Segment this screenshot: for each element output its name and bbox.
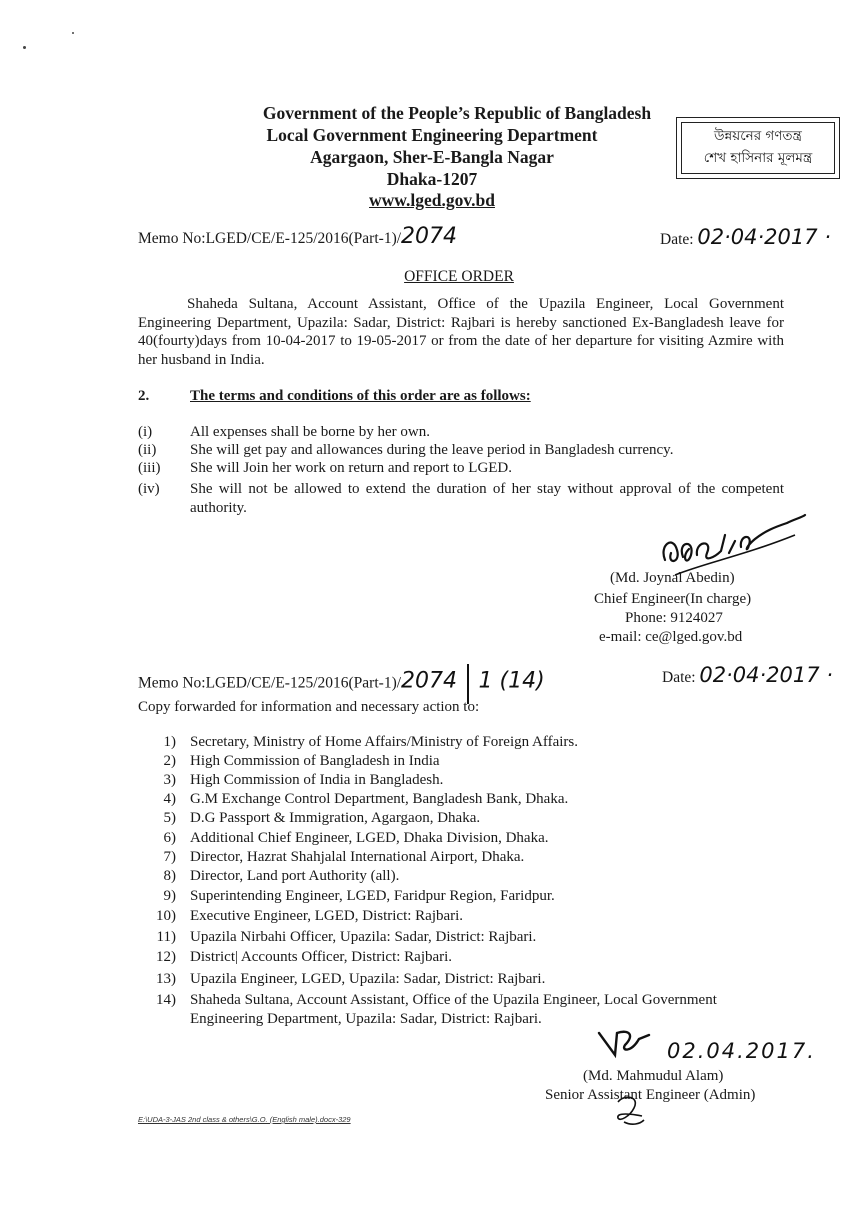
copy-item-number: 14) — [156, 992, 176, 1008]
copy-item-number: 13) — [156, 971, 176, 987]
header-govt: Government of the People’s Republic of Bangladesh — [262, 103, 652, 123]
copy-item-number: 1) — [163, 734, 176, 750]
date-label: Date: — [660, 231, 694, 248]
copy-item-text: Director, Hazrat Shahjalal International Airport, Dhaka. — [190, 849, 525, 865]
term-text: All expenses shall be borne by her own. — [190, 424, 430, 440]
memo-2-prefix: Memo No:LGED/CE/E-125/2016(Part-1)/ — [138, 674, 402, 692]
copy-item-text: Executive Engineer, LGED, District: Rajbari. — [190, 908, 464, 924]
office-order-title: OFFICE ORDER — [404, 268, 514, 285]
section-number: 2. — [138, 388, 150, 404]
copy-item-number: 11) — [156, 929, 176, 945]
section-heading: The terms and conditions of this order are as follows: — [190, 388, 531, 404]
signatory-1-name: (Md. Joynal Abedin) — [610, 570, 735, 586]
copy-item-number: 4) — [163, 791, 176, 807]
slogan-line-2: শেখ হাসিনার মূলমন্ত্র — [703, 150, 813, 166]
order-paragraph: Shaheda Sultana, Account Assistant, Office of the Upazila Engineer, Local Government Engineering Department, Upazila: Sadar, District: Rajbari is hereby sanctioned Ex-Bangladesh leave for 40(fourty)days from 10-04-2017 to 19-05-2017 or from the date of her departure for visiting Azmire with her husband in India. — [138, 296, 784, 368]
header-website[interactable]: www.lged.gov.bd — [369, 190, 495, 210]
slogan-inner — [681, 122, 835, 174]
date-2-handwritten: 02·04·2017 · — [699, 663, 833, 687]
signatory-1-title: Chief Engineer(In charge) — [594, 591, 752, 607]
copy-item-number: 9) — [163, 888, 176, 904]
memo-2-sub-handwritten: 1 (14) — [478, 668, 545, 694]
copy-item-text: High Commission of India in Bangladesh. — [190, 772, 444, 788]
initial-scribble-icon — [610, 1092, 650, 1128]
copy-item-text: High Commission of Bangladesh in India — [190, 753, 440, 769]
term-text: She will not be allowed to extend the duration of her stay without approval of the competent authority. — [190, 481, 784, 516]
copy-item-text: Superintending Engineer, LGED, Faridpur Region, Faridpur. — [190, 888, 555, 904]
copy-item-text: District| Accounts Officer, District: Rajbari. — [190, 949, 453, 965]
speck-mark — [23, 46, 26, 49]
copy-item-number: 6) — [163, 830, 176, 846]
footer-file-path: E:\UDA-3-JAS 2nd class & others\G.O. (English male).docx-329 — [138, 1115, 351, 1124]
header-city: Dhaka-1207 — [386, 169, 478, 189]
slogan-box — [676, 117, 840, 179]
copy-item-text: Upazila Engineer, LGED, Upazila: Sadar, District: Rajbari. — [190, 971, 546, 987]
term-number: (ii) — [138, 442, 157, 458]
header-address: Agargaon, Sher-E-Bangla Nagar — [310, 147, 554, 167]
initials-scribble-icon — [595, 1025, 655, 1065]
signatory-2-title: Senior Assistant Engineer (Admin) — [545, 1087, 756, 1103]
slogan-line-1: উন্নয়নের গণতন্ত্র — [714, 128, 802, 144]
memo-date — [660, 225, 860, 250]
copy-item-number: 12) — [156, 949, 176, 965]
copy-item-number: 8) — [163, 868, 176, 884]
memo-2-number-handwritten: 2074 — [401, 668, 458, 694]
copy-item-number: 2) — [163, 753, 176, 769]
copy-intro: Copy forwarded for information and necessary action to: — [138, 699, 480, 715]
copy-item-number: 5) — [163, 810, 176, 826]
copy-item-text: D.G Passport & Immigration, Agargaon, Dhaka. — [190, 810, 481, 826]
copy-item-text: Additional Chief Engineer, LGED, Dhaka Division, Dhaka. — [190, 830, 549, 846]
memo-line — [138, 224, 538, 249]
signatory-1-phone: Phone: 9124027 — [625, 610, 723, 626]
term-number: (iii) — [138, 460, 161, 476]
copy-item-text: Upazila Nirbahi Officer, Upazila: Sadar, District: Rajbari. — [190, 929, 537, 945]
signatory-1-email[interactable]: e-mail: ce@lged.gov.bd — [599, 629, 743, 645]
signatory-2-name: (Md. Mahmudul Alam) — [583, 1068, 724, 1084]
copy-item-number: 3) — [163, 772, 176, 788]
date-handwritten: 02·04·2017 · — [697, 225, 831, 249]
copy-item-number: 10) — [156, 908, 176, 924]
term-number: (iv) — [138, 481, 160, 497]
signature-2 — [595, 1025, 845, 1070]
initial-scribble — [610, 1092, 650, 1133]
copy-item-text: Director, Land port Authority (all). — [190, 868, 400, 884]
speck-mark — [72, 32, 74, 34]
term-text: She will Join her work on return and report to LGED. — [190, 460, 513, 476]
copy-item-text: G.M Exchange Control Department, Bangladesh Bank, Dhaka. — [190, 791, 569, 807]
copy-item-text: Shaheda Sultana, Account Assistant, Office of the Upazila Engineer, Local Government Engineering Department, Upazila: Sadar, District: Rajbari. — [190, 992, 717, 1027]
copy-item-number: 7) — [163, 849, 176, 865]
memo-prefix: Memo No:LGED/CE/E-125/2016(Part-1)/ — [138, 230, 402, 247]
memo-number-handwritten: 2074 — [401, 224, 458, 249]
copy-item-text: Secretary, Ministry of Home Affairs/Ministry of Foreign Affairs. — [190, 734, 578, 750]
date-2-label: Date: — [662, 669, 696, 686]
signature-2-date-handwritten: 02.04.2017. — [667, 1039, 816, 1063]
header-department: Local Government Engineering Department — [266, 125, 598, 145]
memo-2-date — [662, 663, 862, 688]
term-number: (i) — [138, 424, 153, 440]
term-text: She will get pay and allowances during the leave period in Bangladesh currency. — [190, 442, 674, 458]
